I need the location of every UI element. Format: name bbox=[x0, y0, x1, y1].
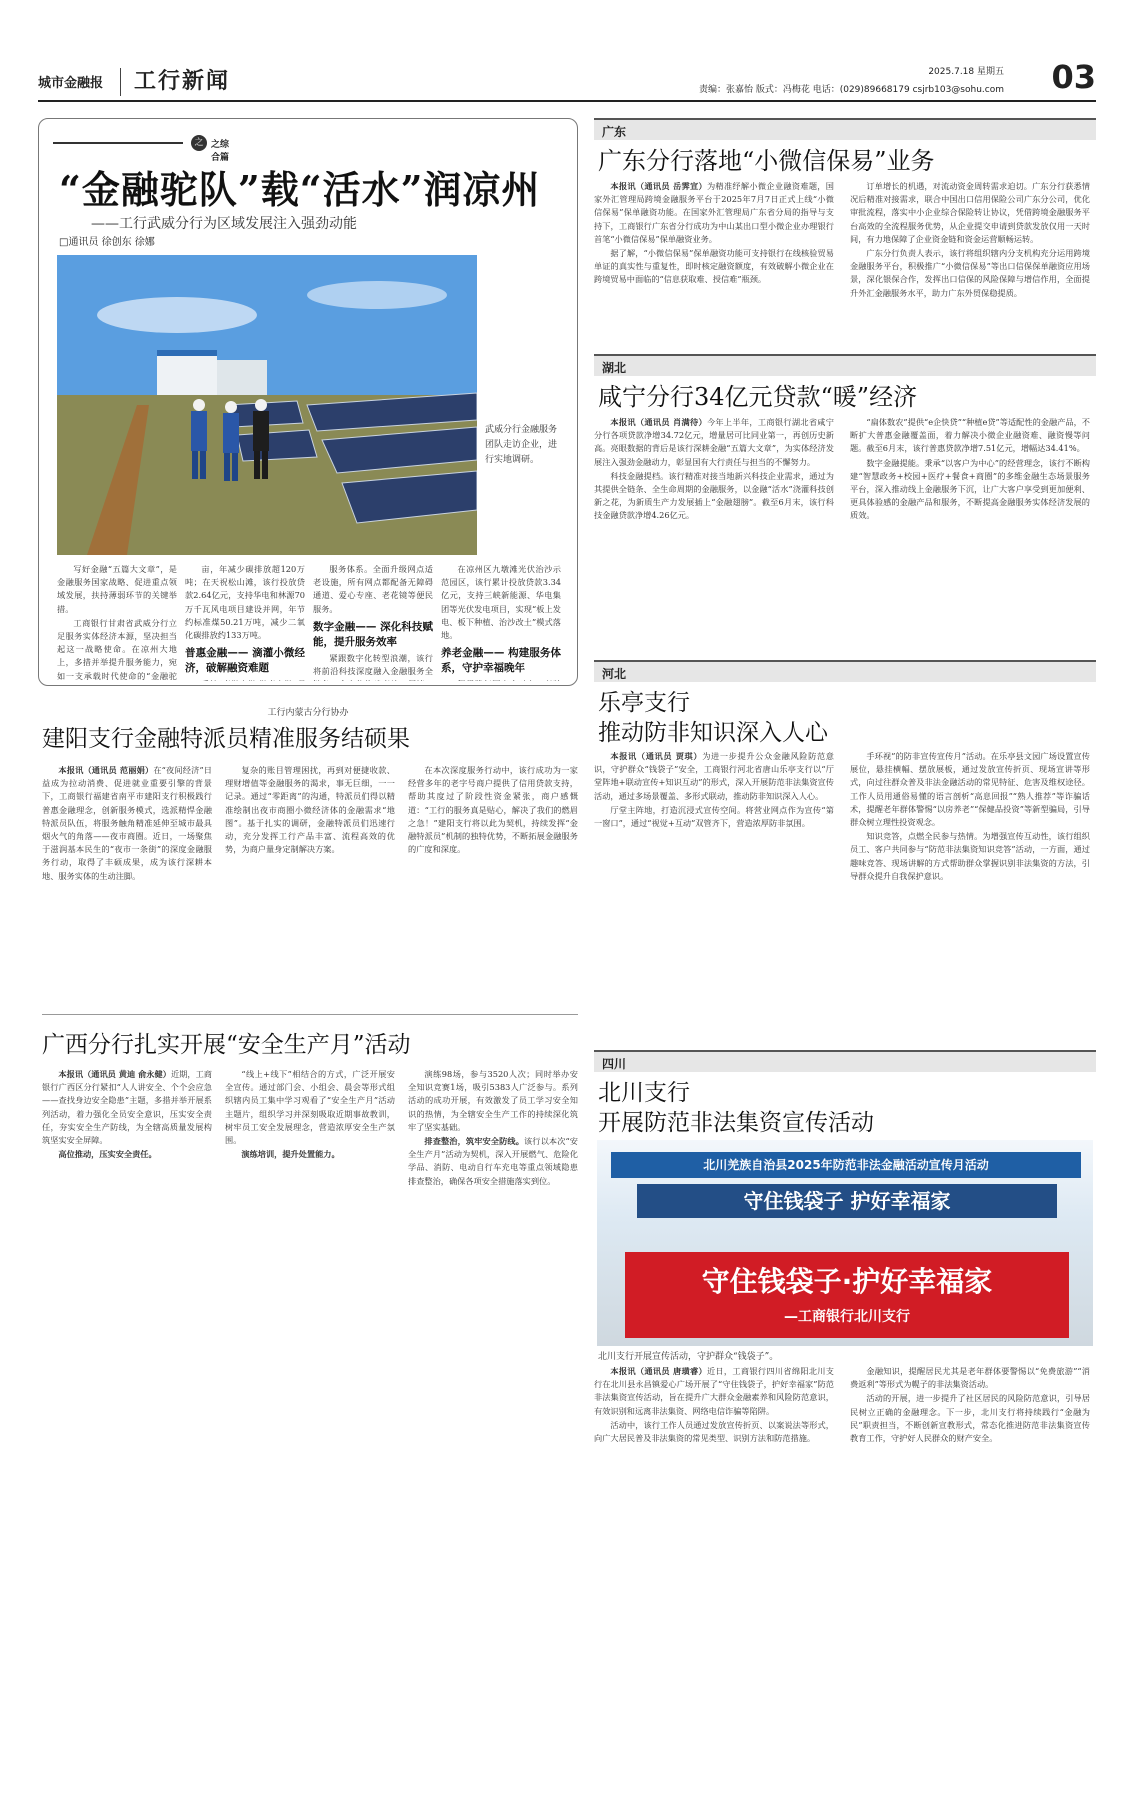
paragraph: 手环视”的防非宣传宣传月”活动。在乐亭县文园广场设置宣传展位，悬挂横幅、摆放展板，通过发放宣传折页、现场宣讲等形式，向过往群众普及非法金融活动的常见特征、危害及维权途径。工作人员用通俗易懂的语言剖析“高息回报”“熟人推荐”等诈骗话术，提醒老年群体警惕“以房养老”“保健品投资”等新型骗局，引导群众树立理性投资观念。 bbox=[850, 751, 1090, 828]
article-column-2 bbox=[850, 750, 1090, 1020]
article-column-1 bbox=[594, 1365, 834, 1533]
feature-column-2 bbox=[185, 563, 305, 681]
region-label: 广东 bbox=[602, 125, 627, 139]
byline: 本报讯（通讯员 范丽娟） bbox=[58, 765, 154, 775]
masthead bbox=[38, 58, 1096, 102]
region-bar bbox=[594, 354, 1096, 376]
jianyang-article-body bbox=[42, 764, 578, 1004]
byline: 本报讯（通讯员 肖满待） bbox=[610, 417, 707, 427]
region-bar bbox=[594, 1050, 1096, 1072]
slogan-banner: 守住钱袋子 护好幸福家 bbox=[637, 1184, 1057, 1218]
section-subhead: 数字金融—— 深化科技赋能，提升服务效率 bbox=[313, 620, 433, 648]
feature-tag bbox=[53, 133, 233, 163]
paragraph bbox=[225, 1148, 395, 1161]
paragraph-text: 今年上半年，工商银行湖北省咸宁分行各项贷款净增34.72亿元，增量居可比同业第一，再创历史新高。亮眼数据的背后是该行深耕金融“五篇大文章”，为实体经济发展注入强劲金融动力，彰显国有大行责任与担当的不懈努力。 bbox=[594, 417, 834, 467]
article-headline: 乐亭支行 推动防非知识深入人心 bbox=[598, 690, 828, 746]
page-number: 03 bbox=[1051, 58, 1096, 96]
paragraph bbox=[441, 678, 561, 681]
paragraph-text: 近日，工商银行四川省绵阳北川支行在北川县永昌镇爱心广场开展了“守住钱袋子，护好幸福家”防范非法集资宣传活动，旨在提升广大群众金融素养和风险防范意识，有效识别和远离非法集资、网络电信诈骗等陷阱。 bbox=[594, 1366, 834, 1416]
article-headline: 咸宁分行34亿元贷款“暖”经济 bbox=[598, 383, 918, 411]
photo-caption: 北川支行开展宣传活动，守护群众“钱袋子”。 bbox=[598, 1352, 779, 1362]
article-body bbox=[594, 750, 1096, 1020]
paragraph: 服务体系。全面升级网点适老设施，所有网点都配备无障碍通道、爱心专座、老花镜等便民服务。 bbox=[313, 564, 433, 614]
paragraph bbox=[408, 1135, 578, 1188]
paragraph: 在本次深度服务行动中，该行成功为一家经营多年的老字号商户提供了信用贷款支持，帮助其度过了阶段性资金紧张，商户感慨道：“工行的服务真是贴心，解决了我们的燃眉之急！”建阳支行将以此为契机，持续发挥“金融特派员”机制的独特优势，不断拓展金融服务的广度和深度。 bbox=[408, 765, 578, 855]
article-column-2 bbox=[850, 416, 1090, 646]
photo-caption: 武威分行金融服务团队走访企业，进行实地调研。 bbox=[485, 425, 558, 465]
region-label: 四川 bbox=[602, 1057, 627, 1071]
paragraph-text: 该行以本次“安全生产月”活动为契机，深入开展燃气、危险化学品、消防、电动自行车充电等重点领域隐患排查整治，确保各项安全措施落实到位。 bbox=[408, 1136, 578, 1186]
editor-credits: 责编：张嘉怡 版式：冯梅花 电话：(029)89668179 csjrb103@sohu.com bbox=[698, 85, 1004, 95]
solar-field-photo bbox=[57, 255, 477, 555]
byline: 本报讯（通讯员 唐璜睿） bbox=[610, 1366, 707, 1376]
paragraph: 订单增长的机遇，对流动资金周转需求迫切。广东分行获悉情况后精准对接需求，联合中国出口信用保险公司广东分公司，优化审批流程，落实中小企业综合保险转让协议，凭借跨境金融服务平台高效的全流程服务优势，从企业提交申请到贷款发放仅用一天时间，有力地保障了企业资金链和资金运营顺畅运转。 bbox=[850, 181, 1090, 244]
article-column-2 bbox=[225, 1068, 395, 1398]
article-column-1 bbox=[42, 764, 212, 1004]
paragraph: 写好金融“五篇大文章”，是金融服务国家战略、促进重点领域发展，扶持薄弱环节的关键举措。 bbox=[57, 564, 177, 614]
paragraph: “线上+线下”相结合的方式，广泛开展安全宣传。通过部门会、小组会、晨会等形式组织辖内员工集中学习观看了“安全生产月”活动主题片，组织学习并深刻吸取近期事故教训，树牢员工安全发展理念，营造浓厚安全生产氛围。 bbox=[225, 1069, 395, 1146]
article-column-2 bbox=[850, 1365, 1090, 1533]
article-column-1 bbox=[594, 180, 834, 362]
newspaper-name: 城市金融报 bbox=[38, 76, 104, 91]
article-column-2 bbox=[225, 764, 395, 1004]
paragraph: 复杂的账目管理困扰，再到对便捷收款、理财增值等金融服务的渴求，事无巨细，一一记录。通过“零距离”的沟通，特派员们得以精准绘制出夜市商圈小微经济体的金融需求“地图”。基于扎实的调研，金融特派员们迅速行动，充分发挥工行产品丰富、流程高效的优势，为商户量身定制解决方案。 bbox=[225, 765, 395, 855]
paragraph-text: 为精准纾解小微企业融资难题，国家外汇管理局跨境金融服务平台于2025年7月7日正式上线“小微信保易”保单融资功能。在国家外汇管理局广东省分局的指导与支持下，工商银行广东省分行成功为中山某出口型小微企业办理银行首笔“小微信保易”保单融资业务。 bbox=[594, 181, 834, 244]
issue-date: 2025.7.18 星期五 bbox=[928, 67, 1004, 77]
article-body bbox=[594, 416, 1096, 646]
article-body bbox=[594, 180, 1096, 362]
paragraph: 工商银行甘肃省武威分行立足服务实体经济本源，坚决担当起这一战略使命。在凉州大地上，多措并举提升服务能力，宛如一支承载时代使命的“金融驼 bbox=[57, 617, 177, 681]
inline-subhead: 排查整治，筑牢安全防线。 bbox=[424, 1136, 524, 1147]
paragraph bbox=[594, 1365, 834, 1418]
article-column-1 bbox=[42, 1068, 212, 1398]
paragraph-text: 为进一步提升公众金融风险防范意识，守护群众“钱袋子”安全，工商银行河北省唐山乐亭支行以“厅堂阵地+联动宣传+知识互动”的形式，深入开展防范非法集资宣传活动，通过多场景覆盖、多形式联动，推动防非知识深入人心。 bbox=[594, 751, 834, 801]
paragraph bbox=[42, 1068, 212, 1147]
article-column-3 bbox=[408, 1068, 578, 1398]
article-headline: 广西分行扎实开展“安全生产月”活动 bbox=[42, 1032, 411, 1058]
red-banner-branch: —工商银行北川支行 bbox=[784, 1309, 910, 1325]
paragraph bbox=[594, 750, 834, 803]
inline-subhead: 演练培训，提升处置能力。 bbox=[241, 1149, 340, 1160]
byline: 本报讯（通讯员 贾琪） bbox=[610, 751, 703, 761]
article-body bbox=[594, 1365, 1096, 1533]
feature-subheadline: ——工行武威分行为区域发展注入强劲动能 bbox=[91, 216, 357, 232]
article-column-1 bbox=[594, 750, 834, 1020]
paragraph: 科技金融提档。该行精准对接当地新兴科技企业需求，通过为其提供全链条、全生命周期的金融服务，以金融“活水”浇灌科技创新之花，为新质生产力发展插上“金融翅膀”。截至6月末，该行科技金融贷款净增4.26亿元。 bbox=[594, 470, 834, 521]
red-banner bbox=[625, 1252, 1069, 1338]
event-banner: 北川羌族自治县2025年防范非法金融活动宣传月活动 bbox=[611, 1152, 1081, 1178]
paragraph: 亩，年减少碳排放超120万吨；在天祝松山滩，该行投放贷款2.64亿元，支持华电和林源70万千瓦风电项目建设并网，年节约标准煤50.21万吨，减少二氧化碳排放约133万吨。 bbox=[185, 564, 305, 641]
paragraph: “扁体数农”提供“e企快贷”“种植e贷”等适配性的金融产品，不断扩大普惠金融覆盖面，着力解决小微企业融资难、融资慢等问题。截至6月末，该行普惠贷款净增7.51亿元，增幅达34.41%。 bbox=[850, 417, 1090, 454]
paragraph: 数字金融提能。秉承“以客户为中心”的经营理念，该行不断构建“智慧政务+校园+医疗+餐食+商圈”的多维金融生态场景服务平台，深入推动线上金融服务下沉，让广大客户享受到更加便利、更具体验感的金融产品和服务，不断提高金融服务实体经济发展的质效。 bbox=[850, 457, 1090, 521]
paragraph: 紧跟数字化转型浪潮，该行将前沿科技深度融入金融服务全 bbox=[313, 652, 433, 677]
feature-column-3 bbox=[313, 563, 433, 681]
article-headline: 广东分行落地“小微信保易”业务 bbox=[598, 147, 935, 175]
masthead-divider bbox=[120, 68, 121, 96]
paragraph: 厅堂主阵地，打造沉浸式宣传空间。将营业网点作为宣传“第一窗口”，通过“视觉+互动”双管齐下，营造浓厚防非氛围。 bbox=[594, 804, 834, 829]
paragraph: 演练98场，参与3520人次；同时举办安全知识竞赛1场，吸引5383人广泛参与。系列活动的成功开展，有效激发了员工学习安全知识的热情，为全辖安全生产工作的持续深化筑牢了坚实基础。 bbox=[408, 1069, 578, 1132]
feature-article bbox=[38, 118, 578, 686]
paragraph: 活动中，该行工作人员通过发放宣传折页、以案说法等形式，向广大居民普及非法集资的常见类型、识别方法和防范措施。 bbox=[594, 1419, 834, 1444]
article-headline: 建阳支行金融特派员精准服务结硕果 bbox=[42, 726, 410, 752]
paragraph-text: 近期，工商银行广西区分行紧扣“人人讲安全、个个会应急——查找身边安全隐患”主题，多措并举开展系列活动，着力强化全员安全意识，压实安全责任，夯实安全生产防线，为全辖高质量发展构筑坚实安全屏障。 bbox=[42, 1069, 212, 1146]
feature-column-4 bbox=[441, 563, 561, 681]
byline: 本报讯（通讯员 黄迪 俞永健） bbox=[58, 1069, 171, 1079]
feature-column-1 bbox=[57, 563, 177, 681]
paragraph-text: 在“夜间经济”日益成为拉动消费、促进就业重要引擎的背景下，工商银行福建省南平市建阳支行积极践行普惠金融理念，创新服务模式，选派精悍金融特派员队伍，将服务触角精准延伸至城市最具烟火气的角落——夜市商圈。近日，一场聚焦于滋润基本民生的“夜市一条街”的深度金融服务行动，取得了丰硕成果，成为该行深耕本地、服务实体的生动注脚。 bbox=[42, 765, 212, 881]
paragraph bbox=[594, 180, 834, 246]
paragraph: 据了解，“小微信保易”保单融资功能可支持银行在线核验贸易单证的真实性与重复性，即时核定融资额度，有效破解小微企业在跨境贸易中面临的“信息获取难、授信难”瓶颈。 bbox=[594, 248, 834, 285]
paragraph: 在凉州区九墩滩光伏治沙示范园区，该行累计投放贷款3.34亿元，支持三峡新能源、华电集团等光伏发电项目，实现“板上发电、板下种植、治沙改土”模式落地。 bbox=[441, 564, 561, 641]
sichuan-article bbox=[594, 1050, 1096, 1533]
section-subhead: 养老金融—— 构建服务体系，守护幸福晚年 bbox=[441, 647, 561, 675]
section-title: 工行新闻 bbox=[134, 69, 231, 94]
hebei-article bbox=[594, 660, 1096, 1020]
article-divider bbox=[42, 1014, 578, 1015]
paragraph: 广东分行负责人表示，该行将组织辖内分支机构充分运用跨境金融服务平台，积极推广“小微信保易”等出口信保保单融资应用场景，深化银保合作，发挥出口信保的风险保障与增信作用，全面提升外汇金融服务水平，助力广东外贸保稳提质。 bbox=[850, 248, 1090, 298]
paragraph bbox=[42, 764, 212, 883]
guangdong-article bbox=[594, 118, 1096, 362]
article-headline: 北川支行 开展防范非法集资宣传活动 bbox=[598, 1080, 874, 1136]
region-label: 湖北 bbox=[602, 361, 627, 375]
cosponsor-kicker: 工行内蒙古分行协办 bbox=[267, 708, 349, 718]
paragraph: 活动的开展，进一步提升了社区居民的风险防范意识，引导居民树立正确的金融理念。下一步，北川支行将持续践行“金融为民”职责担当，不断创新宣教形式，常态化推进防范非法集资宣传教育工作，守护好人民群众的财产安全。 bbox=[850, 1393, 1090, 1444]
red-banner-slogan: 守住钱袋子·护好幸福家 bbox=[701, 1265, 993, 1298]
tag-label: 之综合篇 bbox=[211, 140, 230, 163]
feature-headline: “金融驼队”载“活水”润凉州 bbox=[59, 167, 541, 212]
paragraph: 金融知识，提醒居民尤其是老年群体要警惕以“免费旅游”“消费返利”等形式为幌子的非法集资活动。 bbox=[850, 1366, 1090, 1390]
guangxi-article-body bbox=[42, 1068, 578, 1398]
article-column-2 bbox=[850, 180, 1090, 362]
tag-circle-icon: 之 bbox=[191, 135, 207, 151]
section-subhead: 普惠金融—— 滴灌小微经济，破解融资难题 bbox=[185, 647, 305, 675]
feature-byline: □通讯员 徐创东 徐娜 bbox=[59, 237, 155, 248]
region-bar bbox=[594, 118, 1096, 140]
feature-columns bbox=[57, 563, 565, 681]
paragraph: 知识竞答，点燃全民参与热情。为增强宣传互动性，该行组织员工、客户共同参与“防范非法集资知识竞答”活动，一方面，通过趣味竞答、现场讲解的方式帮助群众掌握识别非法集资的方法，引导群众提升自我保护意识。 bbox=[850, 831, 1090, 881]
byline: 本报讯（通讯员 岳霁宣） bbox=[610, 181, 707, 191]
paragraph bbox=[42, 1148, 212, 1161]
inline-subhead: 高位推动，压实安全责任。 bbox=[58, 1149, 157, 1160]
region-bar bbox=[594, 660, 1096, 682]
article-column-3 bbox=[408, 764, 578, 1004]
paragraph bbox=[185, 678, 305, 681]
paragraph bbox=[594, 416, 834, 469]
solar-field-illustration bbox=[57, 255, 477, 555]
campaign-photo bbox=[597, 1140, 1093, 1346]
region-label: 河北 bbox=[602, 667, 627, 681]
tag-rule bbox=[53, 142, 183, 144]
hubei-article bbox=[594, 354, 1096, 646]
article-column-1 bbox=[594, 416, 834, 646]
